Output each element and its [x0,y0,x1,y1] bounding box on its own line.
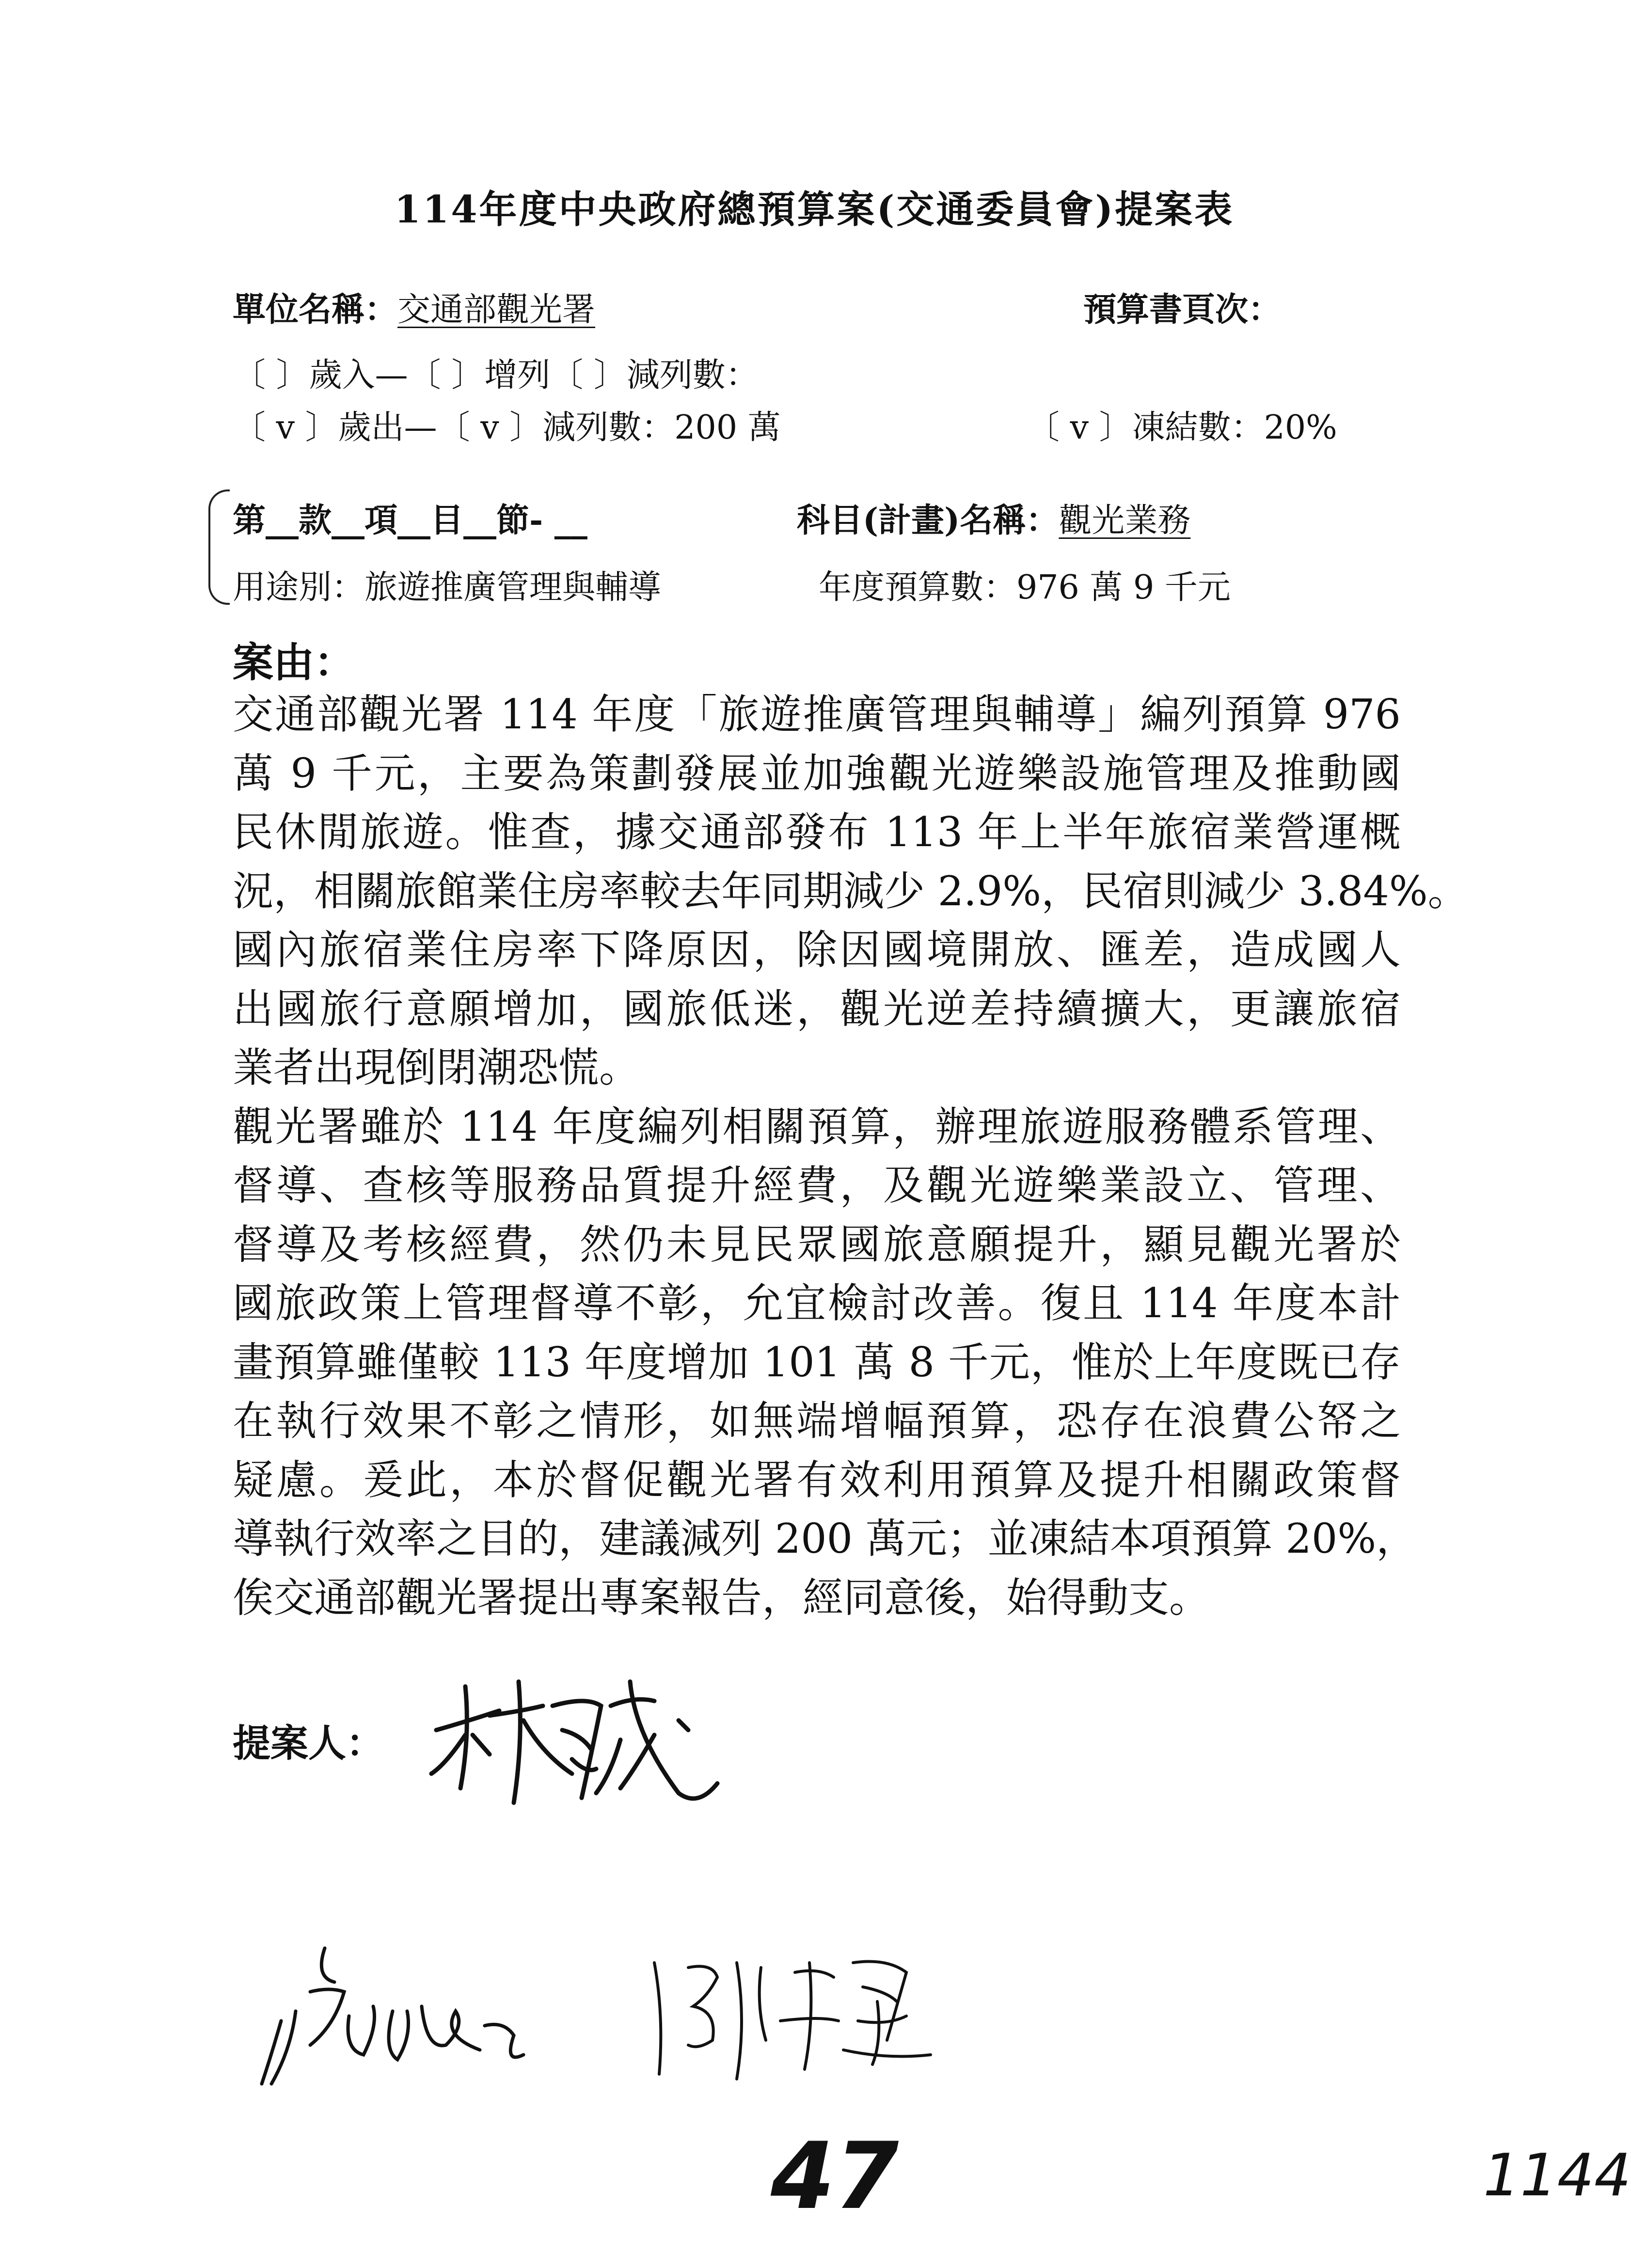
body-line: 疑慮。爰此，本於督促觀光署有效利用預算及提升相關政策督 [233,1456,1401,1504]
body-line: 萬 9 千元，主要為策劃發展並加強觀光遊樂設施管理及推動國 [233,749,1401,797]
cosigner-signature-2 [635,1943,945,2098]
body-line: 畫預算雖僅較 113 年度增加 101 萬 8 千元，惟於上年度既已存 [233,1338,1401,1386]
section-field: 第__款__項__目__節- __ [233,501,587,540]
handwritten-page-number: 47 [771,2123,899,2230]
reason-heading: 案由： [233,638,355,686]
body-line: 業者出現倒閉潮恐慌。 [233,1044,640,1091]
freeze-amount: 〔 v 〕凍結數：20% [1027,409,1337,447]
subject-value: 觀光業務 [1059,502,1191,540]
proposer-label: 提案人： [233,1721,384,1765]
unit-label: 單位名稱： [233,290,398,329]
cosigner-signature-1 [252,1938,553,2098]
body-line: 民休閒旅遊。惟查，據交通部發布 113 年上半年旅宿業營運概 [233,808,1401,856]
proposer-signature [427,1677,737,1822]
body-line: 交通部觀光署 114 年度「旅遊推廣管理與輔導」編列預算 976 [233,691,1401,738]
body-line: 觀光署雖於 114 年度編列相關預算，辦理旅遊服務體系管理、 [233,1102,1401,1150]
expense-row: 〔 v 〕歲出—〔 v 〕減列數：200 萬 [233,409,781,447]
body-line: 在執行效果不彰之情形，如無端增幅預算，恐存在浪費公帑之 [233,1397,1401,1445]
revenue-row: 〔 〕歲入—〔 〕增列〔 〕減列數： [233,356,759,394]
unit-value: 交通部觀光署 [397,291,596,329]
subject-field [797,494,1190,541]
body-line: 俟交通部觀光署提出專案報告，經同意後，始得動支。 [233,1574,1210,1622]
purpose-field: 用途別：旅遊推廣管理與輔導 [233,568,662,607]
body-line: 督導及考核經費，然仍未見民眾國旅意願提升，顯見觀光署於 [233,1220,1401,1268]
body-line: 況，相關旅館業住房率較去年同期減少 2.9%，民宿則減少 3.84%。 [233,867,1469,915]
handwritten-number: 1144 [1483,2142,1631,2209]
subject-label: 科目(計畫)名稱： [797,501,1059,540]
budget-page-label: 預算書頁次： [1083,290,1282,329]
bracket-divider [208,489,230,605]
body-line: 出國旅行意願增加，國旅低迷，觀光逆差持續擴大，更讓旅宿 [233,985,1401,1033]
document-title: 114年度中央政府總預算案(交通委員會)提案表 [394,188,1235,232]
annual-budget-field: 年度預算數：976 萬 9 千元 [819,568,1231,607]
body-line: 導執行效率之目的，建議減列 200 萬元；並凍結本項預算 20%， [233,1515,1417,1562]
body-line: 國內旅宿業住房率下降原因，除因國境開放、匯差，造成國人 [233,926,1401,974]
unit-field [233,284,595,331]
body-line: 國旅政策上管理督導不彰，允宜檢討改善。復且 114 年度本計 [233,1279,1401,1327]
body-line: 督導、查核等服務品質提升經費，及觀光遊樂業設立、管理、 [233,1162,1401,1209]
